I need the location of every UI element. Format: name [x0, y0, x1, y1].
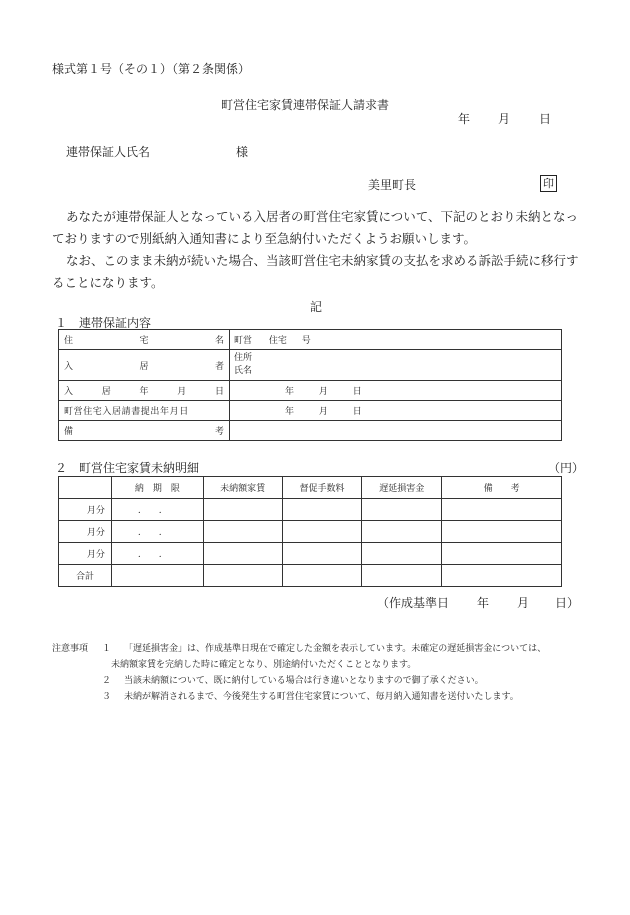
tenant-address-label: 住所	[234, 353, 253, 363]
note-1-line-2: 未納額家賃を完納した時に確定となり、別途納付いただくこととなります。	[111, 660, 417, 670]
guarantor-name-label: 連帯保証人氏名	[66, 145, 151, 159]
sender-name: 美里町長	[368, 178, 417, 192]
honorific: 様	[236, 145, 249, 159]
tenant-label: 入 居 者	[59, 350, 230, 381]
guarantee-table	[58, 329, 562, 441]
submission-date-label: 町営住宅入居請書提出年月日	[59, 401, 230, 421]
basis-date-year: 年	[477, 596, 490, 610]
row-label: 月分	[59, 521, 112, 543]
arrears-table	[58, 476, 562, 587]
date-year: 年	[458, 112, 471, 126]
note-number: １	[102, 644, 112, 654]
house-name-value: 町営 住宅 号	[230, 330, 562, 350]
note-3-line-1: 未納が解消されるまで、今後発生する町営住宅家賃について、毎月納入通知書を送付いたします。	[124, 692, 519, 702]
house-name-label: 住 宅 名	[59, 330, 230, 350]
section1-heading: １ 連帯保証内容	[55, 316, 152, 330]
table-row	[59, 401, 562, 421]
column-header: 督促手数料	[282, 477, 362, 499]
column-header: 未納額家賃	[203, 477, 282, 499]
date-month: 月	[498, 112, 511, 126]
note-number: ３	[102, 692, 112, 702]
table-row	[59, 499, 562, 521]
tenant-name-label: 氏名	[234, 366, 253, 376]
seal-mark: 印	[540, 175, 557, 192]
table-row	[59, 543, 562, 565]
body-text	[52, 206, 582, 294]
due-date-cell: . .	[111, 543, 203, 565]
column-header-blank	[59, 477, 112, 499]
remarks-label: 備 考	[59, 421, 230, 441]
table-row	[59, 330, 562, 350]
submission-date-value: 年 月 日	[230, 401, 562, 421]
form-number: 様式第１号（その１）（第２条関係）	[52, 62, 251, 76]
move-in-date-value: 年 月 日	[230, 381, 562, 401]
due-date-cell	[111, 565, 203, 587]
notes-label: 注意事項	[52, 644, 89, 654]
note-number: ２	[102, 676, 112, 686]
column-header: 納 期 限	[111, 477, 203, 499]
date-day: 日	[539, 112, 552, 126]
column-header: 遅延損害金	[362, 477, 442, 499]
table-row-total	[59, 565, 562, 587]
row-label: 月分	[59, 543, 112, 565]
total-label: 合計	[59, 565, 112, 587]
due-date-cell: . .	[111, 521, 203, 543]
note-1-line-1: 「遅延損害金」は、作成基準日現在で確定した金額を表示しています。未確定の遅延損害金については、	[124, 644, 547, 654]
tenant-value	[230, 350, 562, 381]
row-label: 月分	[59, 499, 112, 521]
note-2-line-1: 当該未納額について、既に納付している場合は行き違いとなりますので御了承ください。	[124, 676, 484, 686]
basis-date-day: 日）	[555, 596, 580, 610]
column-header: 備 考	[442, 477, 562, 499]
basis-date-label: （作成基準日	[377, 596, 450, 610]
move-in-date-label: 入 居 年 月 日	[59, 381, 230, 401]
document-title: 町営住宅家賃連帯保証人請求書	[221, 98, 390, 112]
table-header-row	[59, 477, 562, 499]
table-row	[59, 521, 562, 543]
table-row	[59, 350, 562, 381]
remarks-value	[230, 421, 562, 441]
due-date-cell: . .	[111, 499, 203, 521]
basis-date-month: 月	[517, 596, 530, 610]
table-row	[59, 381, 562, 401]
section2-heading: ２ 町営住宅家賃未納明細	[55, 461, 200, 475]
body-paragraph-1: あなたが連帯保証人となっている入居者の町営住宅家賃について、下記のとおり未納となっておりますので別紙納入通知書により至急納付いただくようお願いします。	[52, 209, 579, 246]
ki-mark: 記	[310, 300, 323, 314]
body-paragraph-2: なお、このまま未納が続いた場合、当該町営住宅未納家賃の支払を求める訴訟手続に移行することになります。	[52, 253, 579, 290]
unit-label: （円）	[548, 461, 585, 475]
table-row	[59, 421, 562, 441]
